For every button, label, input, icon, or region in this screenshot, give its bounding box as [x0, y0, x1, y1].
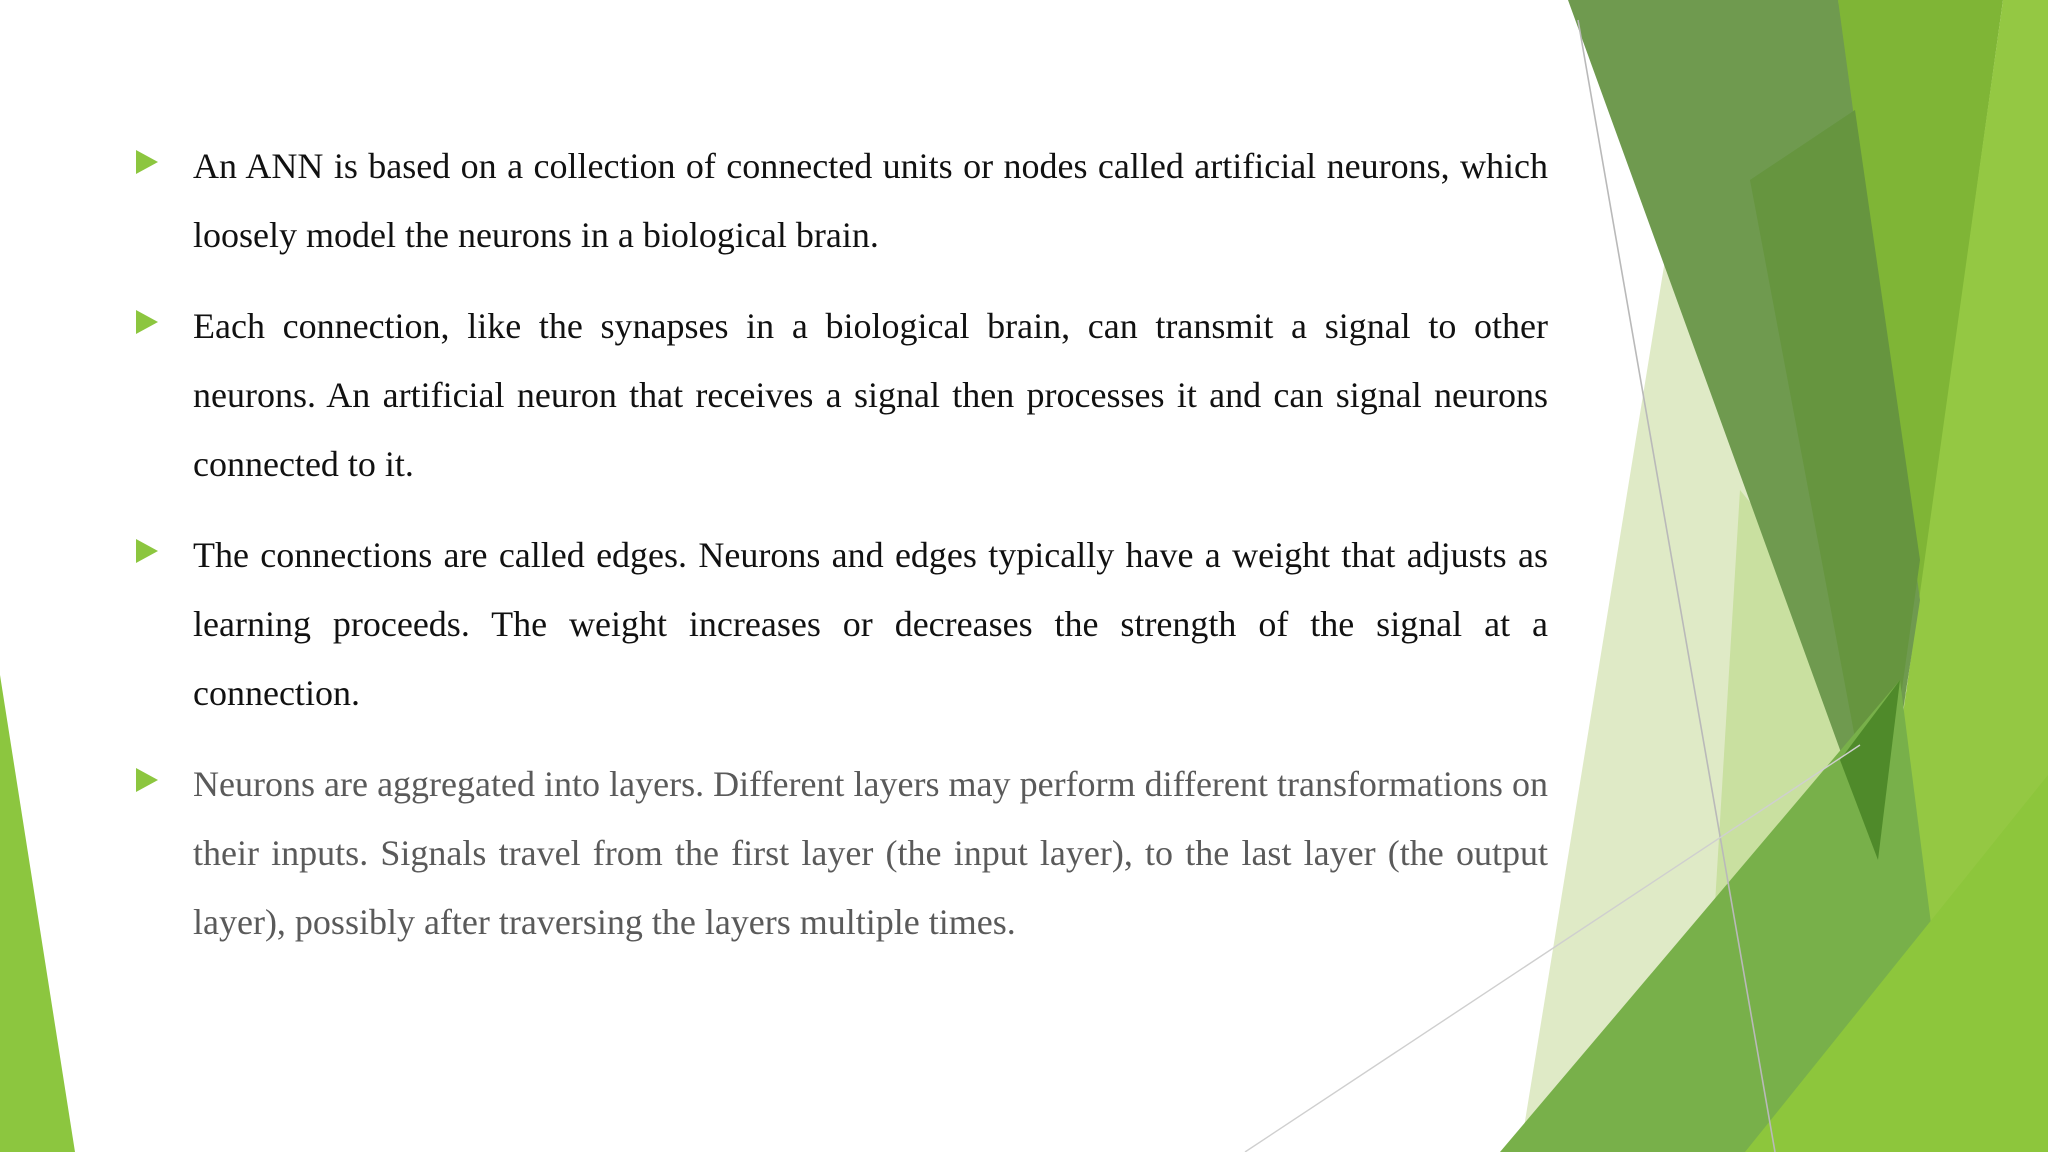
bullet-item: [136, 750, 1548, 957]
triangle-bullet-icon: [136, 768, 158, 792]
bullet-item: [136, 292, 1548, 499]
bullet-text: An ANN is based on a collection of connected units or nodes called artificial neurons, which loosely model the neurons in a biological brain.: [193, 146, 1548, 255]
triangle-bullet-icon: [136, 150, 158, 174]
triangle-bullet-icon: [136, 539, 158, 563]
bullet-text: Each connection, like the synapses in a biological brain, can transmit a signal to other neurons. An artificial neuron that receives a signal then processes it and can signal neurons connected to it.: [193, 306, 1548, 484]
bullet-text: The connections are called edges. Neurons and edges typically have a weight that adjusts as learning proceeds. The weight increases or decreases the strength of the signal at a connection.: [193, 535, 1548, 713]
left-green-sliver: [0, 675, 75, 1152]
bullet-item: [136, 521, 1548, 728]
bullet-item: [136, 132, 1548, 270]
bullet-list: [136, 132, 1548, 979]
triangle-bullet-icon: [136, 310, 158, 334]
bullet-text: Neurons are aggregated into layers. Different layers may perform different transformations on their inputs. Signals travel from the first layer (the input layer), to the last layer (the output layer), possibly after traversing the layers multiple times.: [193, 764, 1548, 942]
